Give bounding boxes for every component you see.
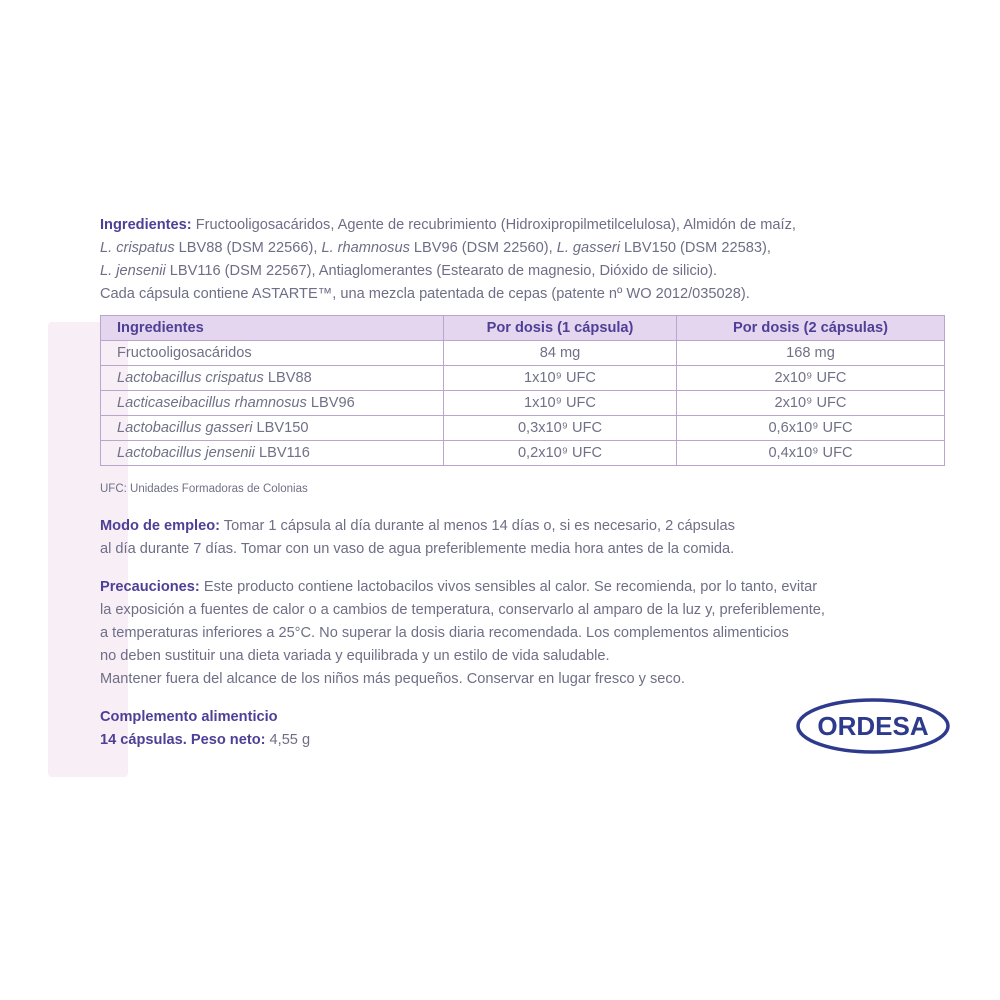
row-ingredient: Lactobacillus jensenii LBV116 — [101, 441, 444, 466]
ordesa-logo — [795, 697, 951, 755]
usage-line1: Tomar 1 cápsula al día durante al menos 14 días o, si es necesario, 2 cápsulas — [220, 518, 735, 534]
table-row — [101, 366, 945, 391]
row-dose-2: 0,6x10⁹ UFC — [677, 416, 945, 441]
row-ingredient: Fructooligosacáridos — [101, 341, 444, 366]
row-dose-2: 2x10⁹ UFC — [677, 391, 945, 416]
precautions-paragraph — [100, 576, 950, 691]
precautions-label: Precauciones: — [100, 579, 200, 595]
precautions-line4: no deben sustituir una dieta variada y equilibrada y un estilo de vida saludable. — [100, 648, 610, 664]
row-dose-1: 0,3x10⁹ UFC — [444, 416, 677, 441]
row-dose-2: 2x10⁹ UFC — [677, 366, 945, 391]
row-dose-1: 1x10⁹ UFC — [444, 366, 677, 391]
precautions-line5: Mantener fuera del alcance de los niños más pequeños. Conservar en lugar fresco y seco. — [100, 671, 685, 687]
row-dose-1: 1x10⁹ UFC — [444, 391, 677, 416]
strain-rhamnosus: L. rhamnosus — [321, 240, 410, 256]
ingredients-label: Ingredientes: — [100, 217, 192, 233]
row-dose-2: 168 mg — [677, 341, 945, 366]
table-row — [101, 416, 945, 441]
precautions-line1: Este producto contiene lactobacilos vivos sensibles al calor. Se recomienda, por lo tanto, evitar — [199, 579, 818, 595]
table-row — [101, 441, 945, 466]
astarte-note: Cada cápsula contiene ASTARTE™, una mezcla patentada de cepas (patente nº WO 2012/035028). — [100, 286, 750, 302]
ingredients-line1: Fructooligosacáridos, Agente de recubrimiento (Hidroxipropilmetilcelulosa), Almidón de maíz, — [191, 217, 796, 233]
header-ingredients: Ingredientes — [101, 316, 444, 341]
row-dose-2: 0,4x10⁹ UFC — [677, 441, 945, 466]
usage-paragraph — [100, 515, 950, 561]
usage-line2: al día durante 7 días. Tomar con un vaso de agua preferiblemente media hora antes de la comida. — [100, 541, 735, 557]
product-type: Complemento alimenticio — [100, 709, 278, 725]
table-header-row — [101, 316, 945, 341]
strain-gasseri: L. gasseri — [556, 240, 620, 256]
table-row — [101, 391, 945, 416]
row-ingredient: Lactobacillus crispatus LBV88 — [101, 366, 444, 391]
strain-crispatus-code: LBV88 (DSM 22566), — [174, 240, 322, 256]
table-row — [101, 341, 945, 366]
header-dose-2: Por dosis (2 cápsulas) — [677, 316, 945, 341]
strain-gasseri-code: LBV150 (DSM 22583), — [619, 240, 771, 256]
row-dose-1: 0,2x10⁹ UFC — [444, 441, 677, 466]
strain-jensenii: L. jensenii — [100, 263, 166, 279]
net-weight: 4,55 g — [265, 732, 311, 748]
ingredients-paragraph — [100, 214, 950, 306]
usage-label: Modo de empleo: — [100, 518, 220, 534]
header-dose-1: Por dosis (1 cápsula) — [444, 316, 677, 341]
row-ingredient: Lactobacillus gasseri LBV150 — [101, 416, 444, 441]
precautions-line3: a temperaturas inferiores a 25°C. No superar la dosis diaria recomendada. Los complementos alimenticios — [100, 625, 789, 641]
row-dose-1: 84 mg — [444, 341, 677, 366]
label-content — [100, 214, 950, 752]
strain-crispatus: L. crispatus — [100, 240, 175, 256]
capsule-count: 14 cápsulas. Peso neto: — [100, 732, 266, 748]
strain-rhamnosus-code: LBV96 (DSM 22560), — [409, 240, 557, 256]
precautions-line2: la exposición a fuentes de calor o a cambios de temperatura, conservarlo al amparo de la luz y, preferiblemente, — [100, 602, 825, 618]
composition-table — [100, 315, 945, 466]
logo-text: ORDESA — [817, 711, 929, 741]
row-ingredient: Lacticaseibacillus rhamnosus LBV96 — [101, 391, 444, 416]
ufc-footnote: UFC: Unidades Formadoras de Colonias — [100, 483, 308, 495]
strain-jensenii-code: LBV116 (DSM 22567), Antiaglomerantes (Estearato de magnesio, Dióxido de silicio). — [165, 263, 718, 279]
